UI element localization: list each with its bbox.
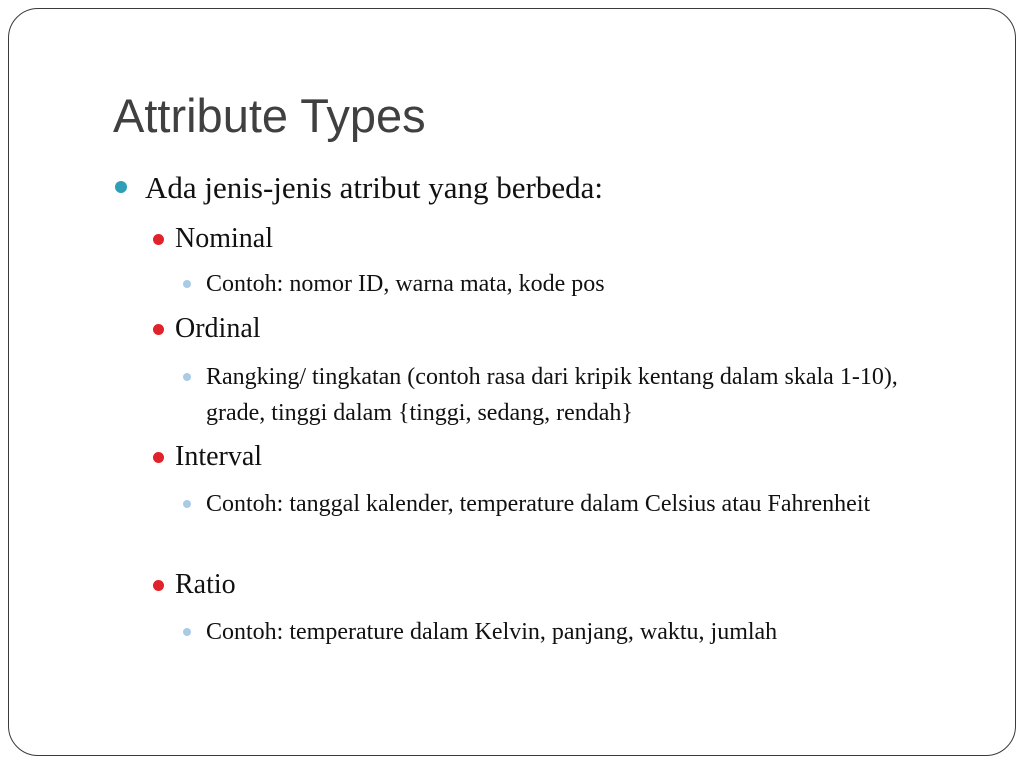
- level3-bullet-icon: [183, 500, 191, 508]
- level3-bullet-icon: [183, 373, 191, 381]
- level2-bullet-icon: [153, 324, 164, 335]
- level3-bullet-icon: [183, 628, 191, 636]
- level2-bullet-icon: [153, 452, 164, 463]
- type-ordinal-label: Ordinal: [175, 313, 261, 344]
- type-interval-example: Contoh: tanggal kalender, temperature dalam Celsius atau Fahrenheit: [206, 491, 871, 517]
- slide-title: Attribute Types: [113, 89, 426, 142]
- level2-bullet-icon: [153, 234, 164, 245]
- level3-bullet-icon: [183, 280, 191, 288]
- level1-bullet-icon: [115, 181, 127, 193]
- type-nominal-example: Contoh: nomor ID, warna mata, kode pos: [206, 271, 605, 297]
- type-ratio-example: Contoh: temperature dalam Kelvin, panjang, waktu, jumlah: [206, 619, 778, 645]
- intro-text: Ada jenis-jenis atribut yang berbeda:: [145, 170, 603, 205]
- type-interval-label: Interval: [175, 441, 263, 472]
- type-ordinal-example: Rangking/ tingkatan (contoh rasa dari kripik kentang dalam skala 1-10), grade, tinggi dalam {tinggi, sedang, rendah}: [206, 364, 898, 426]
- level2-bullet-icon: [153, 580, 164, 591]
- type-nominal-label: Nominal: [175, 223, 273, 254]
- type-ratio-label: Ratio: [175, 569, 236, 600]
